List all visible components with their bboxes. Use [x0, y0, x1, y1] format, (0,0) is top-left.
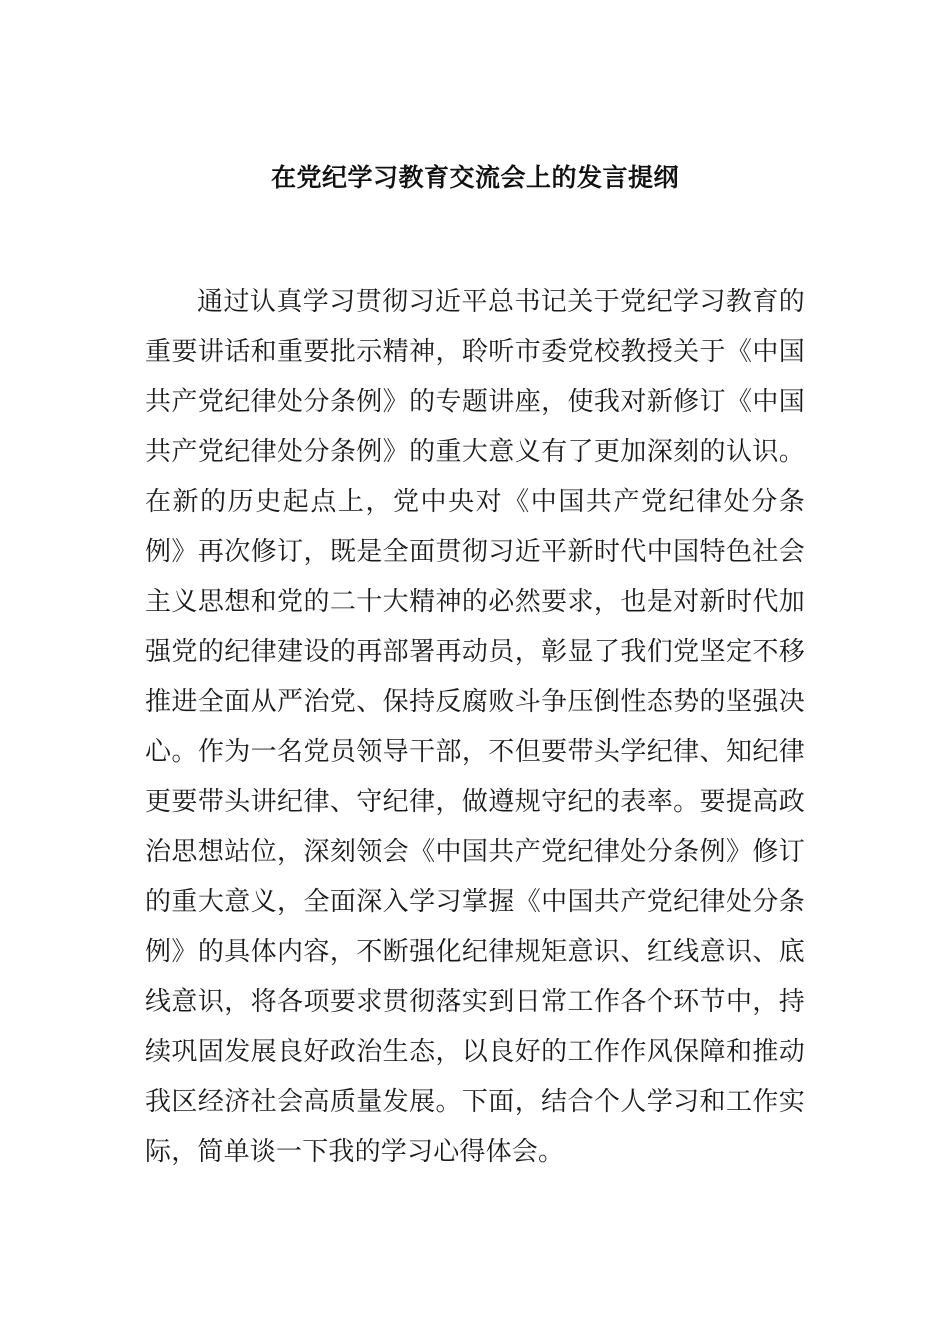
document-title: 在党纪学习教育交流会上的发言提纲: [270, 163, 679, 192]
body-paragraph: 通过认真学习贯彻习近平总书记关于党纪学习教育的重要讲话和重要批示精神，聆听市委党校教授关于《中国共产党纪律处分条例》的专题讲座，使我对新修订《中国共产党纪律处分条例》的重大意义有了更加深刻的认识。在新的历史起点上，党中央对《中国共产党纪律处分条例》再次修订，既是全面贯彻习近平新时代中国特色社会主义思想和党的二十大精神的必然要求，也是对新时代加强党的纪律建设的再部署再动员，彰显了我们党坚定不移推进全面从严治党、保持反腐败斗争压倒性态势的坚强决心。作为一名党员领导干部，不但要带头学纪律、知纪律更要带头讲纪律、守纪律，做遵规守纪的表率。要提高政治思想站位，深刻领会《中国共产党纪律处分条例》修订的重大意义，全面深入学习掌握《中国共产党纪律处分条例》的具体内容，不断强化纪律规矩意识、红线意识、底线意识，将各项要求贯彻落实到日常工作各个环节中，持续巩固发展良好政治生态，以良好的工作作风保障和推动我区经济社会高质量发展。下面，结合个人学习和工作实际，简单谈一下我的学习心得体会。: [145, 287, 805, 1167]
